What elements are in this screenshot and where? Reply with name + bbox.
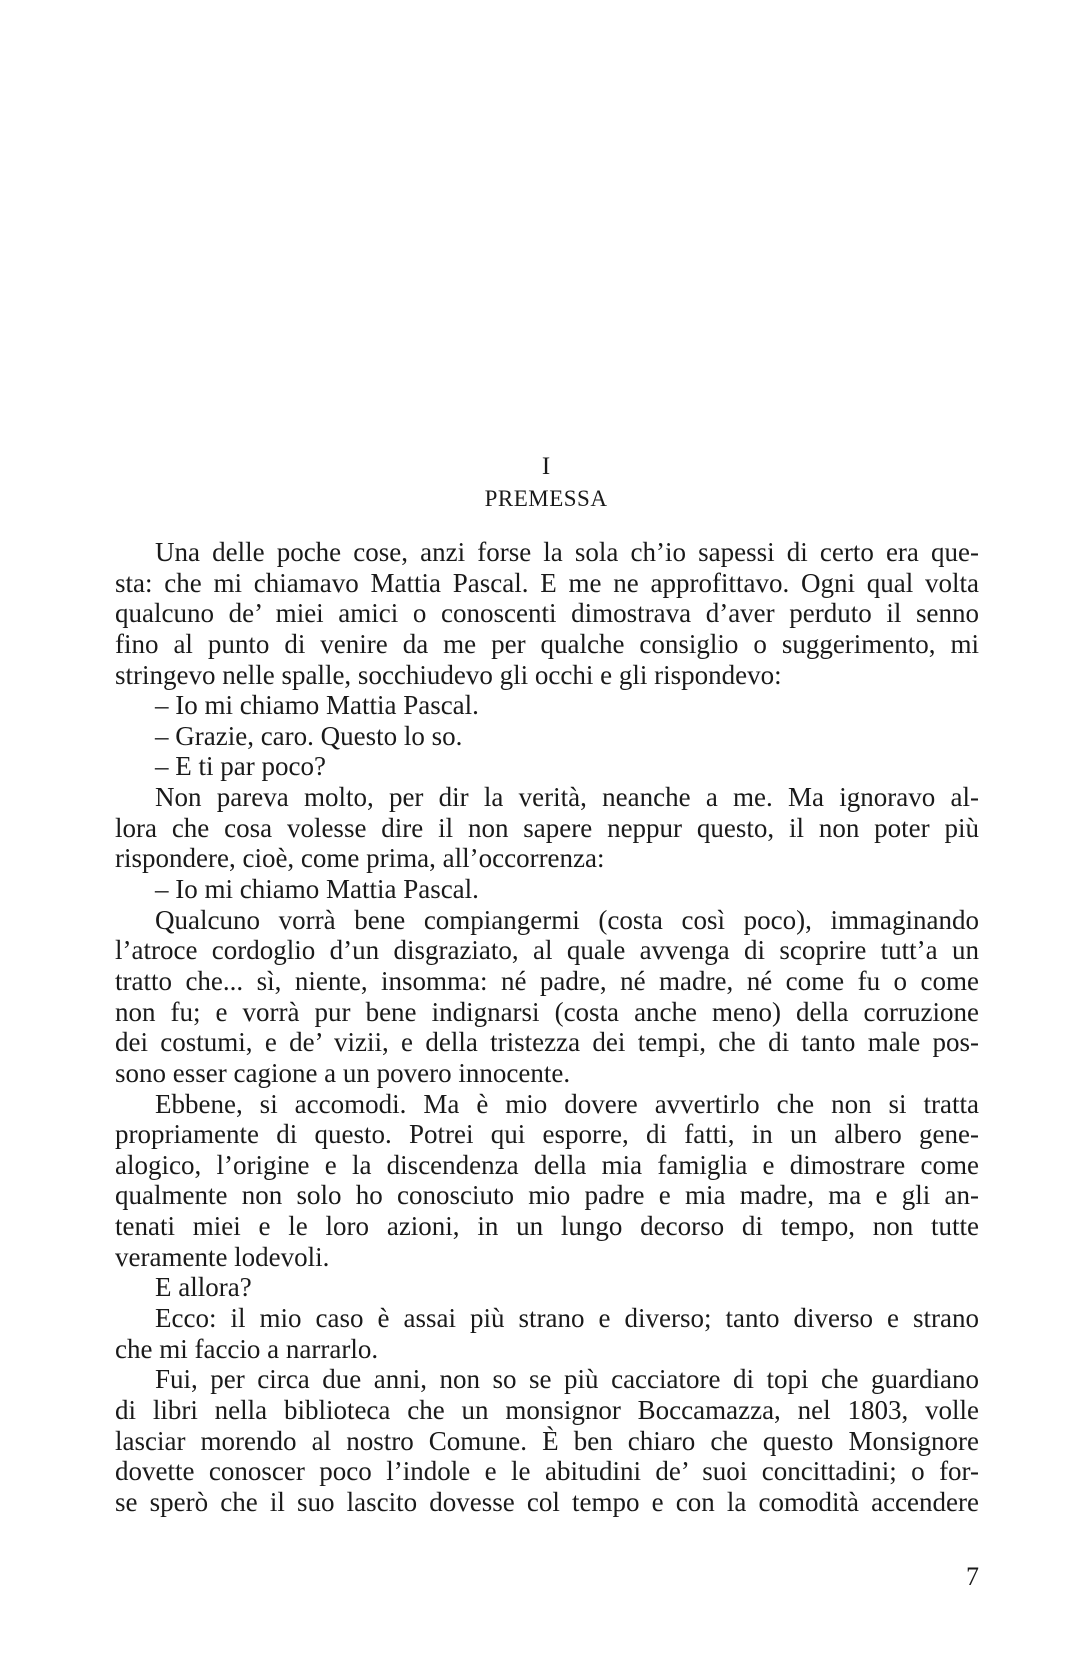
text-line: lasciar morendo al nostro Comune. È ben chiaro che questo Monsignore (115, 1425, 979, 1456)
text-line: tenati miei e le loro azioni, in un lungo decorso di tempo, non tutte (115, 1211, 979, 1242)
chapter-body-text (115, 537, 979, 1518)
text-line: Qualcuno vorrà bene compiangermi (costa così poco), immaginando (155, 904, 979, 935)
text-line: propriamente di questo. Potrei qui esporre, di fatti, in un albero gene- (115, 1119, 979, 1150)
text-line: rispondere, cioè, come prima, all’occorrenza: (115, 843, 605, 874)
chapter-number: I (541, 453, 551, 480)
text-line: se sperò che il suo lascito dovesse col tempo e con la comodità accendere (115, 1486, 979, 1517)
text-line: lora che cosa volesse dire il non sapere neppur questo, il non poter più (115, 812, 979, 843)
text-line: l’atroce cordoglio d’un disgraziato, al quale avvenga di scoprire tutt’a un (115, 935, 979, 966)
text-line: – Grazie, caro. Questo lo so. (155, 720, 463, 751)
text-line: Non pareva molto, per dir la verità, neanche a me. Ma ignoravo al- (155, 782, 979, 813)
text-line: Fui, per circa due anni, non so se più cacciatore di topi che guardiano (155, 1364, 979, 1395)
text-line: di libri nella biblioteca che un monsignor Boccamazza, nel 1803, volle (115, 1394, 979, 1425)
text-line: – Io mi chiamo Mattia Pascal. (155, 874, 479, 905)
text-line: veramente lodevoli. (115, 1241, 330, 1272)
text-line: fino al punto di venire da me per qualche consiglio o suggerimento, mi (115, 628, 979, 659)
text-line: Ecco: il mio caso è assai più strano e diverso; tanto diverso e strano (155, 1303, 979, 1334)
text-line: dei costumi, e de’ vizii, e della tristezza dei tempi, che di tanto male pos- (115, 1027, 979, 1058)
page-number: 7 (966, 1562, 979, 1591)
text-line: E allora? (155, 1272, 252, 1303)
text-line: stringevo nelle spalle, socchiudevo gli occhi e gli rispondevo: (115, 659, 782, 690)
text-line: – Io mi chiamo Mattia Pascal. (155, 690, 479, 721)
text-line: qualmente non solo ho conosciuto mio padre e mia madre, ma e gli an- (115, 1180, 979, 1211)
text-line: tratto che... sì, niente, insomma: né padre, né madre, né come fu o come (115, 965, 979, 996)
text-line: Ebbene, si accomodi. Ma è mio dovere avvertirlo che non si tratta (155, 1088, 979, 1119)
text-line: – E ti par poco? (155, 751, 326, 782)
text-line: Una delle poche cose, anzi forse la sola ch’io sapessi di certo era que- (155, 537, 979, 567)
text-line: che mi faccio a narrarlo. (115, 1333, 379, 1364)
text-line: sono esser cagione a un povero innocente. (115, 1057, 571, 1088)
chapter-title: PREMESSA (484, 486, 608, 511)
text-line: non fu; e vorrà pur bene indignarsi (costa anche meno) della corruzione (115, 996, 979, 1027)
text-line: sta: che mi chiamavo Mattia Pascal. E me ne approfittavo. Ogni qual volta (115, 567, 979, 598)
text-line: qualcuno de’ miei amici o conoscenti dimostrava d’aver perduto il senno (115, 598, 979, 629)
text-line: alogico, l’origine e la discendenza della mia famiglia e dimostrare come (115, 1149, 979, 1180)
text-line: dovette conoscer poco l’indole e le abitudini de’ suoi concittadini; o for- (115, 1456, 979, 1487)
